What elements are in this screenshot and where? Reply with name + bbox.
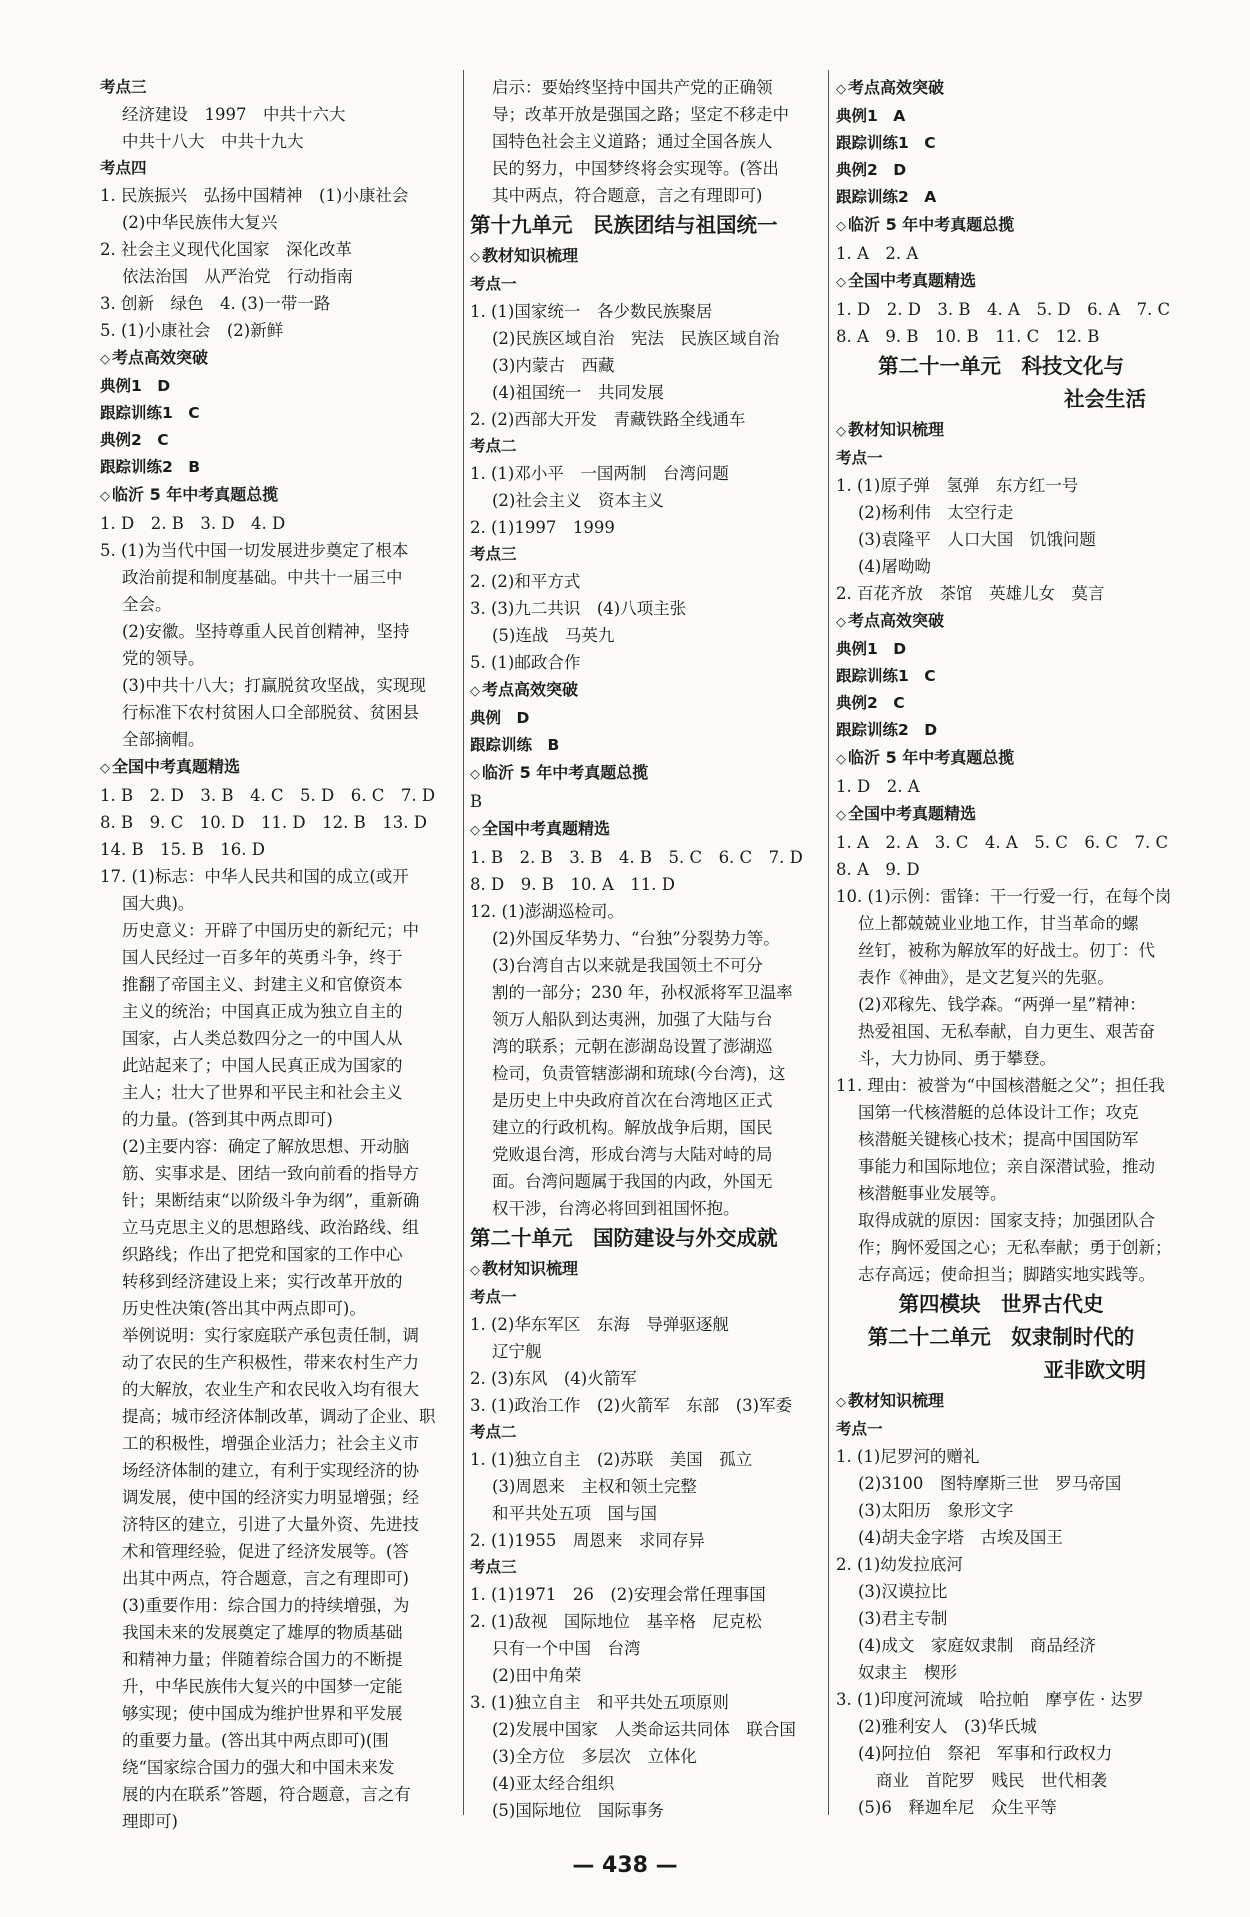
answer-line: 此站起来了；中国人民真正成为国家的 <box>122 1056 403 1075</box>
answer-line: (2)雅利安人 (3)华氏城 <box>858 1717 1037 1736</box>
answer-line: 筋、实事求是、团结一致向前看的指导方 <box>122 1164 419 1183</box>
answer-line: 我国未来的发展奠定了雄厚的物质基础 <box>122 1623 403 1642</box>
answer-line: 政治前提和制度基础。中共十一届三中 <box>122 568 403 587</box>
answer-line: 核潜艇关键核心技术；提高中国国防军 <box>858 1130 1139 1149</box>
answer-line: 2. 百花齐放 茶馆 英雄儿女 莫言 <box>836 584 1105 603</box>
answer-line: 取得成就的原因：国家支持；加强团队合 <box>858 1211 1155 1230</box>
answer-line: (3)周恩来 主权和领土完整 <box>492 1477 697 1496</box>
answer-line: 绕“国家综合国力的强大和中国未来发 <box>122 1758 395 1777</box>
answer-line: 1. 民族振兴 弘扬中国精神 (1)小康社会 <box>100 186 409 205</box>
answer-line: (3)内蒙古 西藏 <box>492 356 615 375</box>
answer-line: 1. (1)尼罗河的赠礼 <box>836 1447 980 1466</box>
answer-line: 全会。 <box>122 595 172 614</box>
answer-line: 1. (1)1971 26 (2)安理会常任理事国 <box>470 1585 766 1604</box>
answer-line: 的力量。(答到其中两点即可) <box>122 1110 333 1129</box>
answer-line: 和精神力量；伴随着综合国力的不断提 <box>122 1650 403 1669</box>
answer-line: B <box>470 792 483 811</box>
answer-line: (5)6 释迦牟尼 众生平等 <box>858 1798 1057 1817</box>
subsection-label: 考点三 <box>470 1558 517 1576</box>
section-heading: ◇ 全国中考真题精选 <box>836 800 1166 829</box>
answer-line: 经济建设 1997 中共十六大 <box>122 105 346 124</box>
answer-line: 2. (2)西部大开发 青藏铁路全线通车 <box>470 410 746 429</box>
answer-line: 热爱祖国、无私奉献，自力更生、艰苦奋 <box>858 1022 1155 1041</box>
answer-line: (3)袁隆平 人口大国 饥饿问题 <box>858 530 1096 549</box>
page-number: — 438 — <box>572 1853 678 1878</box>
answer-line: (2)田中角荣 <box>492 1666 582 1685</box>
section-heading: ◇ 临沂 5 年中考真题总揽 <box>836 211 1166 240</box>
answer-line: 3. 创新 绿色 4. (3)一带一路 <box>100 294 331 313</box>
answer-line: 丝钉，被称为解放军的好战士。仞丁：代 <box>858 941 1155 960</box>
answer-line: (5)国际地位 国际事务 <box>492 1801 664 1820</box>
answer-line: (3)重要作用：综合国力的持续增强，为 <box>122 1596 410 1615</box>
answer-line: 国人民经过一百多年的英勇斗争，终于 <box>122 948 403 967</box>
answer-line: 升，中华民族伟大复兴的中国梦一定能 <box>122 1677 403 1696</box>
answer-line: 作；胸怀爱国之心；无私奉献；勇于创新； <box>858 1238 1172 1257</box>
answer-line: 工的积极性，增强企业活力；社会主义市 <box>122 1434 419 1453</box>
answer-line: 5. (1)小康社会 (2)新鲜 <box>100 321 284 340</box>
subsection-label: 典例2 C <box>836 694 905 712</box>
unit-title: 第二十一单元 科技文化与 <box>878 354 1124 378</box>
answer-line: 事能力和国际地位；亲自深潜试验，推动 <box>858 1157 1155 1176</box>
section-heading: ◇ 教材知识梳理 <box>836 1387 1166 1416</box>
subsection-label: 考点一 <box>470 1288 517 1306</box>
answer-line: 5. (1)为当代中国一切发展进步奠定了根本 <box>100 541 409 560</box>
answer-line: 10. (1)示例：雷锋：干一行爱一行，在每个岗 <box>836 887 1172 906</box>
answer-line: 2. (2)和平方式 <box>470 572 581 591</box>
answer-line: (4)胡夫金字塔 古埃及国王 <box>858 1528 1063 1547</box>
answer-line: 立马克思主义的思想路线、政治路线、组 <box>122 1218 419 1237</box>
section-heading: ◇ 考点高效突破 <box>836 74 1166 103</box>
answer-line: 行标准下农村贫困人口全部脱贫、贫困县 <box>122 703 419 722</box>
section-heading: ◇ 全国中考真题精选 <box>100 753 460 782</box>
answer-line: (3)台湾自古以来就是我国领土不可分 <box>492 956 763 975</box>
answer-line: (4)屠呦呦 <box>858 557 931 576</box>
subsection-label: 典例1 D <box>100 377 171 395</box>
answer-line: 8. A 9. D <box>836 860 920 879</box>
answer-line: 的大解放，农业生产和农民收入均有很大 <box>122 1380 419 1399</box>
answer-line: 织路线；作出了把党和国家的工作中心 <box>122 1245 403 1264</box>
subsection-label: 跟踪训练2 B <box>100 458 201 476</box>
answer-line: (2)发展中国家 人类命运共同体 联合国 <box>492 1720 796 1739</box>
answer-line: 2. (1)幼发拉底河 <box>836 1555 963 1574</box>
answer-line: 出其中两点，符合题意，言之有理即可) <box>122 1569 409 1588</box>
unit-title: 第二十二单元 奴隶制时代的 <box>867 1325 1135 1349</box>
answer-line: 检司，负责管辖澎湖和琉球(今台湾)，这 <box>492 1064 786 1083</box>
answer-line: 针；果断结束“以阶级斗争为纲”，重新确 <box>122 1191 420 1210</box>
section-heading: ◇ 临沂 5 年中考真题总揽 <box>100 481 460 510</box>
answer-line: (4)亚太经合组织 <box>492 1774 615 1793</box>
answer-line: 1. (2)华东军区 东海 导弹驱逐舰 <box>470 1315 729 1334</box>
section-heading: ◇ 教材知识梳理 <box>836 416 1166 445</box>
section-heading: ◇ 临沂 5 年中考真题总揽 <box>836 744 1166 773</box>
answer-line: 1. B 2. B 3. B 4. B 5. C 6. C 7. D <box>470 848 803 867</box>
answer-line: 3. (1)政治工作 (2)火箭军 东部 (3)军委 <box>470 1396 793 1415</box>
answer-line: 主义的统治；中国真正成为独立自主的 <box>122 1002 403 1021</box>
answer-line: 建立的行政机构。解放战争后期，国民 <box>492 1118 773 1137</box>
unit-title: 第十九单元 民族团结与祖国统一 <box>470 213 778 237</box>
subsection-label: 考点三 <box>100 78 147 96</box>
answer-line: (4)成文 家庭奴隶制 商品经济 <box>858 1636 1096 1655</box>
answer-line: 3. (3)九二共识 (4)八项主张 <box>470 599 687 618</box>
answer-line: 国大典)。 <box>122 894 195 913</box>
answer-line: 依法治国 从严治党 行动指南 <box>122 267 353 286</box>
answer-line: (5)连战 马英九 <box>492 626 615 645</box>
answer-line: (2)杨利伟 太空行走 <box>858 503 1014 522</box>
section-heading: ◇ 全国中考真题精选 <box>836 267 1166 296</box>
answer-line: 术和管理经验，促进了经济发展等。(答 <box>122 1542 409 1561</box>
answer-line: 举例说明：实行家庭联产承包责任制，调 <box>122 1326 419 1345</box>
answer-line: 1. B 2. D 3. B 4. C 5. D 6. C 7. D <box>100 786 436 805</box>
column-right <box>836 74 1172 1821</box>
answer-line: 导；改革开放是强国之路；坚定不移走中 <box>492 105 789 124</box>
answer-line: 提高；城市经济体制改革，调动了企业、职 <box>122 1407 436 1426</box>
section-heading: ◇ 考点高效突破 <box>100 344 460 373</box>
answer-line: (3)汉谟拉比 <box>858 1582 948 1601</box>
answer-line: 领万人船队到达夷洲，加强了大陆与台 <box>492 1010 773 1029</box>
answer-line: 权干涉，台湾必将回到祖国怀抱。 <box>492 1199 740 1218</box>
subsection-label: 考点一 <box>470 275 517 293</box>
answer-line: 表作《神曲》，是文艺复兴的先驱。 <box>858 968 1114 987</box>
answer-line: (2)社会主义 资本主义 <box>492 491 664 510</box>
answer-line: (2)主要内容：确定了解放思想、开动脑 <box>122 1137 410 1156</box>
subsection-label: 考点一 <box>836 1420 883 1438</box>
section-heading: ◇ 全国中考真题精选 <box>470 815 832 844</box>
unit-title: 第四模块 世界古代史 <box>898 1292 1104 1316</box>
unit-title: 社会生活 <box>1064 387 1146 411</box>
section-heading: ◇ 考点高效突破 <box>836 607 1166 636</box>
answer-line: (2)中华民族伟大复兴 <box>122 213 278 232</box>
answer-line: 11. 理由：被誉为“中国核潜艇之父”；担任我 <box>836 1076 1165 1095</box>
answer-line: 位上都兢兢业业地工作，甘当革命的螺 <box>858 914 1139 933</box>
answer-line: 2. (1)敌视 国际地位 基辛格 尼克松 <box>470 1612 762 1631</box>
answer-line: 1. (1)邓小平 一国两制 台湾问题 <box>470 464 729 483</box>
answer-line: 历史意义：开辟了中国历史的新纪元；中 <box>122 921 419 940</box>
answer-line: 1. D 2. A <box>836 777 920 796</box>
subsection-label: 考点一 <box>836 449 883 467</box>
column-left <box>100 74 460 1835</box>
answer-line: (2)民族区域自治 宪法 民族区域自治 <box>492 329 780 348</box>
answer-line: 8. D 9. B 10. A 11. D <box>470 875 675 894</box>
answer-line: (2)3100 图特摩斯三世 罗马帝国 <box>858 1474 1122 1493</box>
answer-line: 动了农民的生产积极性，带来农村生产力 <box>122 1353 419 1372</box>
answer-line: 主人；壮大了世界和平民主和社会主义 <box>122 1083 403 1102</box>
answer-line: 历史性决策(答出其中两点即可)。 <box>122 1299 366 1318</box>
answer-line: 国特色社会主义道路；通过全国各族人 <box>492 132 773 151</box>
subsection-label: 考点二 <box>470 437 517 455</box>
answer-line: 3. (1)独立自主 和平共处五项原则 <box>470 1693 729 1712</box>
subsection-label: 考点二 <box>470 1423 517 1441</box>
answer-line: 只有一个中国 台湾 <box>492 1639 641 1658</box>
section-heading: ◇ 考点高效突破 <box>470 676 832 705</box>
answer-line: 和平共处五项 国与国 <box>492 1504 657 1523</box>
answer-line: 其中两点，符合题意，言之有理即可) <box>492 186 763 205</box>
answer-line: (2)安徽。坚持尊重人民首创精神，坚持 <box>122 622 410 641</box>
answer-line: (2)邓稼先、钱学森。“两弹一星”精神： <box>858 995 1146 1014</box>
answer-line: 调发展，使中国的经济实力明显增强；经 <box>122 1488 419 1507</box>
section-heading: ◇ 临沂 5 年中考真题总揽 <box>470 759 832 788</box>
subsection-label: 跟踪训练1 C <box>836 667 936 685</box>
answer-line: 推翻了帝国主义、封建主义和官僚资本 <box>122 975 403 994</box>
section-heading: ◇ 教材知识梳理 <box>470 1255 832 1284</box>
answer-line: 志存高远；使命担当；脚踏实地实践等。 <box>858 1265 1155 1284</box>
answer-line: 够实现；使中国成为维护世界和平发展 <box>122 1704 403 1723</box>
answer-line: 3. (1)印度河流域 哈拉帕 摩亨佐 · 达罗 <box>836 1690 1144 1709</box>
answer-line: 国第一代核潜艇的总体设计工作；攻克 <box>858 1103 1139 1122</box>
subsection-label: 典例2 D <box>836 161 907 179</box>
subsection-label: 跟踪训练1 C <box>100 404 200 422</box>
answer-line: 1. D 2. D 3. B 4. A 5. D 6. A 7. C <box>836 300 1171 319</box>
subsection-label: 典例1 D <box>836 640 907 658</box>
answer-line: 8. A 9. B 10. B 11. C 12. B <box>836 327 1100 346</box>
answer-line: 启示：要始终坚持中国共产党的正确领 <box>492 78 773 97</box>
section-heading: ◇ 教材知识梳理 <box>470 242 832 271</box>
answer-line: 的重要力量。(答出其中两点即可)(围 <box>122 1731 389 1750</box>
answer-line: 1. D 2. B 3. D 4. D <box>100 514 286 533</box>
unit-title: 亚非欧文明 <box>1043 1358 1146 1382</box>
subsection-label: 典例2 C <box>100 431 169 449</box>
answer-line: 1. (1)原子弹 氢弹 东方红一号 <box>836 476 1079 495</box>
answer-line: 1. A 2. A <box>836 244 919 263</box>
column-middle <box>470 74 832 1824</box>
answer-line: 17. (1)标志：中华人民共和国的成立(或开 <box>100 867 409 886</box>
answer-line: 8. B 9. C 10. D 11. D 12. B 13. D <box>100 813 427 832</box>
answer-line: 核潜艇事业发展等。 <box>858 1184 1007 1203</box>
answer-line: 割的一部分；230 年，孙权派将军卫温率 <box>492 983 793 1002</box>
answer-line: 国家，占人类总数四分之一的中国人从 <box>122 1029 403 1048</box>
answer-line: 2. (3)东风 (4)火箭军 <box>470 1369 637 1388</box>
answer-line: 中共十八大 中共十九大 <box>122 132 304 151</box>
answer-line: 5. (1)邮政合作 <box>470 653 581 672</box>
answer-line: 2. (1)1997 1999 <box>470 518 615 537</box>
answer-line: 1. A 2. A 3. C 4. A 5. C 6. C 7. C <box>836 833 1169 852</box>
answer-line: 展的内在联系”答题，符合题意，言之有 <box>122 1785 411 1804</box>
answer-line: 场经济体制的建立，有利于实现经济的协 <box>122 1461 419 1480</box>
answer-line: (4)祖国统一 共同发展 <box>492 383 664 402</box>
subsection-label: 跟踪训练 B <box>470 736 560 754</box>
column-divider <box>463 70 464 1815</box>
answer-line: 商业 首陀罗 贱民 世代相袭 <box>876 1771 1107 1790</box>
answer-line: 12. (1)澎湖巡检司。 <box>470 902 624 921</box>
answer-line: 党的领导。 <box>122 649 205 668</box>
answer-line: 民的努力，中国梦终将会实现等。(答出 <box>492 159 779 178</box>
answer-line: 辽宁舰 <box>492 1342 542 1361</box>
subsection-label: 跟踪训练2 D <box>836 721 938 739</box>
answer-line: 14. B 15. B 16. D <box>100 840 265 859</box>
subsection-label: 考点四 <box>100 159 147 177</box>
subsection-label: 典例1 A <box>836 107 906 125</box>
answer-line: 理即可) <box>122 1812 178 1831</box>
answer-line: (3)全方位 多层次 立体化 <box>492 1747 697 1766</box>
answer-line: 是历史上中央政府首次在台湾地区正式 <box>492 1091 773 1110</box>
answer-line: 奴隶主 楔形 <box>858 1663 957 1682</box>
answer-line: 党败退台湾，形成台湾与大陆对峙的局 <box>492 1145 773 1164</box>
subsection-label: 跟踪训练1 C <box>836 134 936 152</box>
answer-line: (2)外国反华势力、“台独”分裂势力等。 <box>492 929 780 948</box>
answer-line: 全部摘帽。 <box>122 730 205 749</box>
answer-line: (3)君主专制 <box>858 1609 948 1628</box>
answer-line: 1. (1)独立自主 (2)苏联 美国 孤立 <box>470 1450 753 1469</box>
answer-line: 湾的联系；元朝在澎湖岛设置了澎湖巡 <box>492 1037 773 1056</box>
subsection-label: 跟踪训练2 A <box>836 188 937 206</box>
answer-line: 1. (1)国家统一 各少数民族聚居 <box>470 302 713 321</box>
answer-line: (3)太阳历 象形文字 <box>858 1501 1014 1520</box>
answer-line: 济特区的建立，引进了大量外资、先进技 <box>122 1515 419 1534</box>
answer-line: 面。台湾问题属于我国的内政，外国无 <box>492 1172 773 1191</box>
answer-line: (3)中共十八大；打赢脱贫攻坚战，实现现 <box>122 676 426 695</box>
answer-line: (4)阿拉伯 祭祀 军事和行政权力 <box>858 1744 1113 1763</box>
answer-line: 斗，大力协同、勇于攀登。 <box>858 1049 1056 1068</box>
answer-line: 2. 社会主义现代化国家 深化改革 <box>100 240 352 259</box>
answer-line: 2. (1)1955 周恩来 求同存异 <box>470 1531 705 1550</box>
answer-line: 转移到经济建设上来；实行改革开放的 <box>122 1272 403 1291</box>
subsection-label: 典例 D <box>470 709 530 727</box>
subsection-label: 考点三 <box>470 545 517 563</box>
unit-title: 第二十单元 国防建设与外交成就 <box>470 1226 778 1250</box>
